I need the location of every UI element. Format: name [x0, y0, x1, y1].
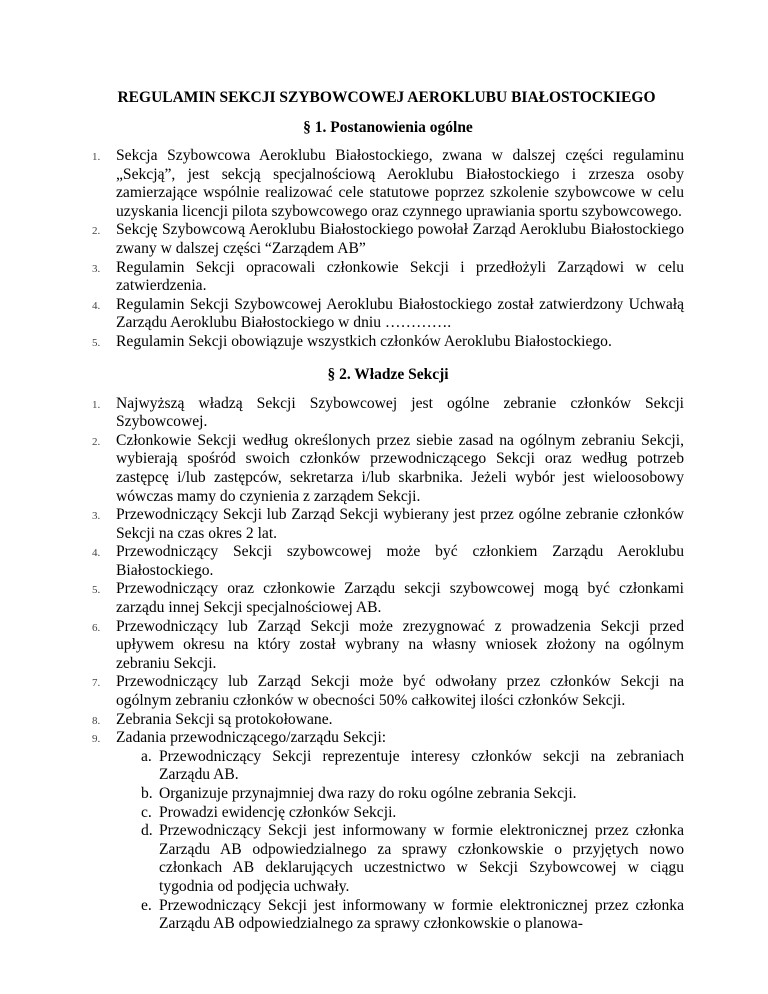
list-item: [92, 259, 684, 296]
item-text: Przewodniczący oraz członkowie Zarządu sekcji szybowcowej mogą być członkami zarządu innej Sekcji specjalnościowej AB.: [116, 580, 684, 617]
item-number: 3.: [92, 510, 101, 523]
item-number: 4.: [92, 547, 101, 560]
item-text: Przewodniczący Sekcji szybowcowej może być członkiem Zarządu Aeroklubu Białostockiego.: [116, 543, 684, 579]
section-1-title: § 1. Postanowienia ogólne: [303, 119, 473, 136]
sublist-item: [141, 897, 684, 934]
list-item: [92, 221, 684, 258]
item-text: Zebrania Sekcji są protokołowane.: [116, 710, 333, 728]
list-item: [92, 432, 684, 506]
item-number: 8.: [92, 714, 101, 727]
item-text: Sekcję Szybowcową Aeroklubu Białostockiego powołał Zarząd Aeroklubu Białostockiego zwany w dalszej części “Zarządem AB”: [116, 221, 684, 257]
document-title: REGULAMIN SEKCJI SZYBOWCOWEJ AEROKLUBU BIAŁOSTOCKIEGO: [117, 89, 656, 106]
sublist-item: [141, 804, 684, 823]
duties-sublist: [116, 748, 684, 934]
item-letter: b.: [141, 785, 153, 802]
sublist-item: [141, 785, 684, 804]
item-text: Regulamin Sekcji Szybowcowej Aeroklubu Białostockiego został zatwierdzony Uchwałą Zarządu Aeroklubu Białostockiego w dniu ………….: [116, 295, 684, 332]
list-item: [92, 543, 684, 580]
item-letter: a.: [141, 747, 152, 765]
list-item: [92, 673, 684, 710]
item-text: Prowadzi ewidencję członków Sekcji.: [159, 803, 397, 821]
item-number: 7.: [92, 677, 101, 690]
list-item: [92, 147, 684, 221]
item-text: Sekcja Szybowcowa Aeroklubu Białostockiego, zwana w dalszej części regulaminu „Sekcją”, jest sekcją specjalnościową Aeroklubu Białostockiego i zrzesza osoby zamierzające wspólnie realizować cele statutowe poprzez szkolenie szybowcowe w celu uzyskania licencji pilota szybowcowego oraz czynnego uprawiania sportu szybowcowego.: [116, 147, 684, 220]
list-item: [92, 729, 684, 934]
section-1-list: [92, 147, 684, 352]
item-text: Regulamin Sekcji obowiązuje wszystkich członków Aeroklubu Białostockiego.: [116, 332, 612, 350]
list-item: [92, 296, 684, 333]
list-item: [92, 333, 684, 352]
item-number: 1.: [92, 398, 101, 411]
item-text: Przewodniczący Sekcji jest informowany w formie elektronicznej przez członka Zarządu AB odpowiedzialnego za sprawy członkowskie o planowa-: [159, 896, 684, 933]
item-text: Najwyższą władzą Sekcji Szybowcowej jest ogólne zebranie członków Sekcji Szybowcowej.: [116, 394, 684, 431]
item-text: Członkowie Sekcji według określonych przez siebie zasad na ogólnym zebraniu Sekcji, wybierają spośród swoich członków przewodniczącego Sekcji oraz według potrzeb zastępcę i/lub zastępców, sekretarza i/lub skarbnika. Jeżeli wybór jest wieloosobowy wówczas mamy do czynienia z zarządem Sekcji.: [116, 431, 684, 505]
list-item: [92, 506, 684, 543]
item-number: 9.: [92, 733, 101, 746]
item-number: 2.: [92, 435, 101, 448]
item-number: 5.: [92, 336, 101, 349]
list-item: [92, 618, 684, 674]
item-number: 1.: [92, 151, 101, 163]
sublist-item: [141, 748, 684, 785]
item-text: Przewodniczący Sekcji lub Zarząd Sekcji wybierany jest przez ogólne zebranie członków Sekcji na czas okres 2 lat.: [116, 506, 684, 542]
item-letter: c.: [141, 803, 152, 821]
item-text: Przewodniczący Sekcji reprezentuje interesy członków sekcji na zebraniach Zarządu AB.: [159, 747, 684, 784]
list-item: [92, 711, 684, 730]
item-number: 3.: [92, 262, 101, 275]
item-text: Zadania przewodniczącego/zarządu Sekcji:: [116, 729, 387, 747]
item-text: Organizuje przynajmniej dwa razy do roku ogólne zebrania Sekcji.: [159, 785, 577, 802]
list-item: [92, 395, 684, 432]
item-letter: e.: [141, 896, 152, 914]
item-text: Przewodniczący lub Zarząd Sekcji może zrezygnować z prowadzenia Sekcji przed upływem okresu na który został wybrany na własny wniosek złożony na ogólnym zebraniu Sekcji.: [116, 617, 684, 672]
item-number: 5.: [92, 584, 101, 597]
item-text: Przewodniczący lub Zarząd Sekcji może być odwołany przez członków Sekcji na ogólnym zebraniu członków w obecności 50% całkowitej ilości członków Sekcji.: [116, 673, 684, 710]
item-number: 2.: [92, 225, 101, 238]
list-item: [92, 580, 684, 617]
section-2-list: [92, 395, 684, 934]
item-number: 4.: [92, 299, 101, 312]
item-text: Przewodniczący Sekcji jest informowany w formie elektronicznej przez członka Zarządu AB odpowiedzialnego za sprawy członkowskie o przyjętych nowo członkach AB deklarujących uczestnictwo w Sekcji Szybowcowej w ciągu tygodnia od podjęcia uchwały.: [159, 822, 684, 895]
item-letter: d.: [141, 822, 153, 840]
sublist-item: [141, 822, 684, 896]
item-number: 6.: [92, 621, 101, 634]
item-text: Regulamin Sekcji opracowali członkowie Sekcji i przedłożyli Zarządowi w celu zatwierdzenia.: [116, 258, 684, 295]
section-2-title: § 2. Władze Sekcji: [327, 365, 449, 383]
